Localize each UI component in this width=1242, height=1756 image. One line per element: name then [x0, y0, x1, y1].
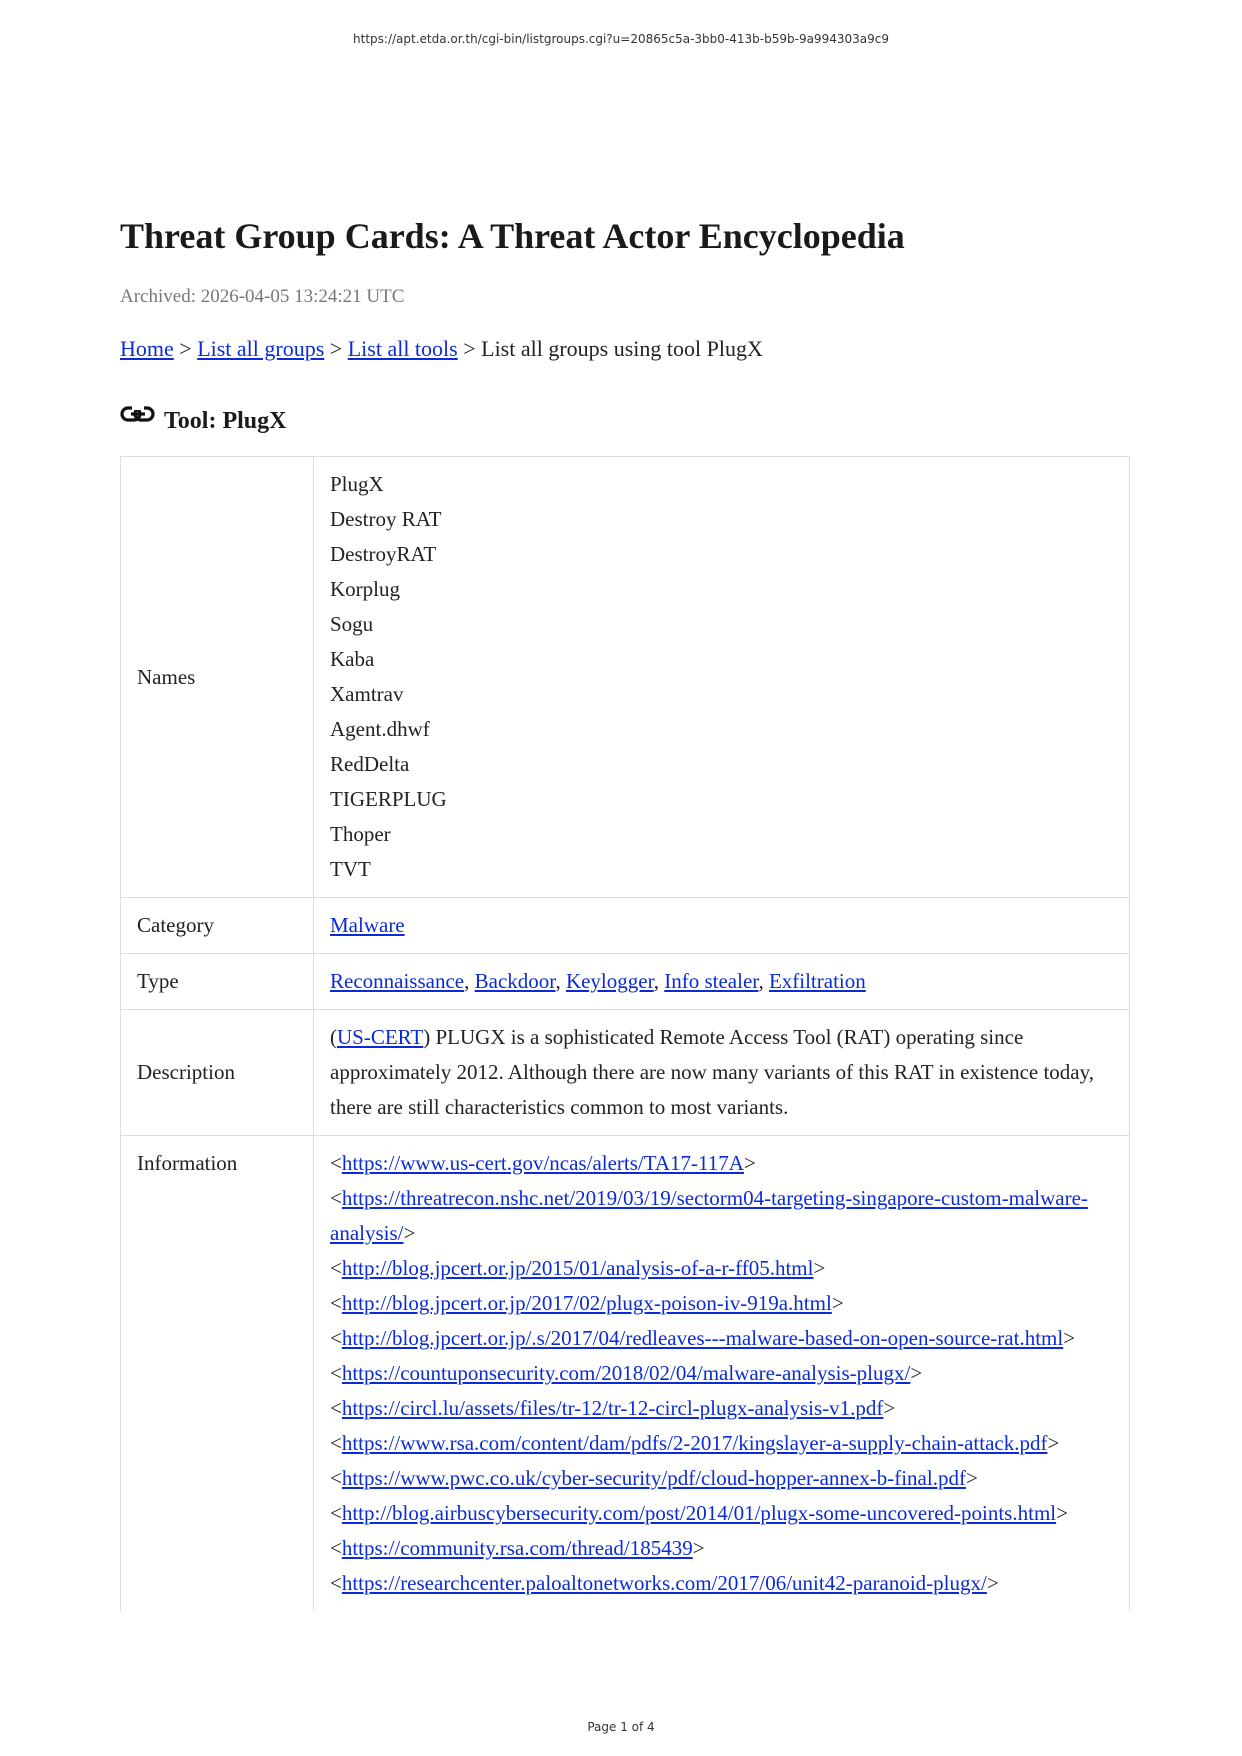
- reference-close-bracket: >: [986, 1571, 999, 1595]
- reference-close-bracket: >: [1056, 1501, 1068, 1525]
- description-label: Description: [121, 1010, 314, 1136]
- names-list: [314, 457, 1130, 898]
- reference-close-bracket: >: [813, 1256, 826, 1280]
- type-label: Type: [121, 954, 314, 1010]
- reference-link[interactable]: http://blog.jpcert.or.jp/2017/02/plugx-poison-iv-919a.html: [341, 1291, 832, 1315]
- reference-close-bracket: >: [692, 1536, 705, 1560]
- reference-open-bracket: <: [330, 1571, 342, 1595]
- reference-open-bracket: <: [330, 1186, 342, 1210]
- reference-item: [330, 1391, 1113, 1426]
- reference-open-bracket: <: [330, 1256, 342, 1280]
- names-label: Names: [121, 457, 314, 898]
- name-item: TVT: [330, 857, 371, 881]
- reference-item: [330, 1356, 1113, 1391]
- reference-item: [330, 1461, 1113, 1496]
- reference-open-bracket: <: [330, 1501, 342, 1525]
- reference-item: [330, 1531, 1113, 1566]
- type-link[interactable]: Reconnaissance: [330, 969, 465, 993]
- breadcrumb-separator: >: [173, 336, 198, 361]
- reference-link[interactable]: https://researchcenter.paloaltonetworks.com/2017/06/unit42-paranoid-plugx/: [341, 1571, 987, 1595]
- category-label: Category: [121, 898, 314, 954]
- information-links: [314, 1136, 1130, 1612]
- information-label: Information: [121, 1136, 314, 1612]
- reference-item: [330, 1286, 1113, 1321]
- name-item: Agent.dhwf: [330, 717, 430, 741]
- reference-close-bracket: >: [831, 1291, 844, 1315]
- tool-details-table: [120, 456, 1130, 1611]
- reference-open-bracket: <: [330, 1326, 342, 1350]
- reference-close-bracket: >: [965, 1466, 978, 1490]
- reference-open-bracket: <: [330, 1431, 342, 1455]
- name-item: Destroy RAT: [330, 507, 442, 531]
- archived-timestamp: Archived: 2026-04-05 13:24:21 UTC: [120, 286, 405, 307]
- name-item: TIGERPLUG: [330, 787, 447, 811]
- breadcrumb-tools-link[interactable]: List all tools: [347, 336, 458, 361]
- reference-link[interactable]: https://circl.lu/assets/files/tr-12/tr-12-circl-plugx-analysis-v1.pdf: [341, 1396, 884, 1420]
- reference-close-bracket: >: [743, 1151, 756, 1175]
- category-value: [314, 898, 1130, 954]
- description-body: ) PLUGX is a sophisticated Remote Access Tool (RAT) operating since approximately 2012. Although there are now many variants of this RAT in existence today, there are still characteristics common to most variants.: [330, 1025, 1094, 1119]
- reference-link[interactable]: http://blog.jpcert.or.jp/.s/2017/04/redleaves---malware-based-on-open-source-rat.html: [341, 1326, 1064, 1350]
- breadcrumb-separator: >: [324, 336, 348, 361]
- reference-close-bracket: >: [883, 1396, 896, 1420]
- type-row: [121, 954, 1130, 1010]
- name-item: RedDelta: [330, 752, 410, 776]
- type-separator: ,: [758, 969, 769, 993]
- page-title: Threat Group Cards: A Threat Actor Encyclopedia: [120, 216, 905, 256]
- reference-open-bracket: <: [330, 1536, 342, 1560]
- us-cert-link[interactable]: US-CERT: [337, 1025, 424, 1049]
- reference-link[interactable]: https://www.us-cert.gov/ncas/alerts/TA17-117A: [341, 1151, 744, 1175]
- reference-close-bracket: >: [403, 1221, 416, 1245]
- name-item: Xamtrav: [330, 682, 404, 706]
- reference-link[interactable]: http://blog.airbuscybersecurity.com/post/2014/01/plugx-some-uncovered-points.html: [341, 1501, 1057, 1525]
- name-item: Thoper: [330, 822, 391, 846]
- name-item: Korplug: [330, 577, 400, 601]
- type-link[interactable]: Keylogger: [565, 969, 654, 993]
- type-separator: ,: [464, 969, 475, 993]
- reference-open-bracket: <: [330, 1396, 342, 1420]
- reference-link[interactable]: https://community.rsa.com/thread/185439: [341, 1536, 693, 1560]
- reference-open-bracket: <: [330, 1291, 342, 1315]
- name-item: PlugX: [330, 472, 384, 496]
- reference-open-bracket: <: [330, 1151, 342, 1175]
- reference-item: [330, 1426, 1113, 1461]
- type-list: [314, 954, 1130, 1010]
- breadcrumb-current: > List all groups using tool PlugX: [457, 336, 763, 361]
- reference-item: [330, 1321, 1113, 1356]
- link-icon[interactable]: [120, 402, 156, 428]
- page-url: https://apt.etda.or.th/cgi-bin/listgroups.cgi?u=20865c5a-3bb0-413b-b59b-9a994303a9c9: [353, 32, 889, 46]
- description-row: [121, 1010, 1130, 1136]
- reference-open-bracket: <: [330, 1361, 342, 1385]
- names-row: [121, 457, 1130, 898]
- name-item: Kaba: [330, 647, 375, 671]
- information-row: [121, 1136, 1130, 1612]
- type-link[interactable]: Backdoor: [474, 969, 556, 993]
- type-separator: ,: [653, 969, 665, 993]
- reference-item: [330, 1251, 1113, 1286]
- reference-item: [330, 1496, 1113, 1531]
- reference-close-bracket: >: [1047, 1431, 1060, 1455]
- reference-link[interactable]: https://www.rsa.com/content/dam/pdfs/2-2017/kingslayer-a-supply-chain-attack.pdf: [341, 1431, 1048, 1455]
- reference-link[interactable]: http://blog.jpcert.or.jp/2015/01/analysis-of-a-r-ff05.html: [341, 1256, 814, 1280]
- tool-heading: [120, 402, 1130, 436]
- reference-item: [330, 1146, 1113, 1181]
- name-item: DestroyRAT: [330, 542, 437, 566]
- type-link[interactable]: Info stealer: [664, 969, 759, 993]
- page-number: Page 1 of 4: [587, 1720, 655, 1734]
- name-item: Sogu: [330, 612, 374, 636]
- main-content: [120, 210, 1130, 1611]
- breadcrumb: [120, 334, 1130, 364]
- type-separator: ,: [555, 969, 566, 993]
- reference-link[interactable]: https://threatrecon.nshc.net/2019/03/19/sectorm04-targeting-singapore-custom-malware-analysis/: [330, 1186, 1088, 1245]
- type-link[interactable]: Exfiltration: [768, 969, 866, 993]
- reference-item: [330, 1181, 1113, 1251]
- breadcrumb-groups-link[interactable]: List all groups: [197, 336, 325, 361]
- reference-item: [330, 1566, 1113, 1601]
- description-text: [314, 1010, 1130, 1136]
- reference-link[interactable]: https://www.pwc.co.uk/cyber-security/pdf/cloud-hopper-annex-b-final.pdf: [341, 1466, 966, 1490]
- reference-close-bracket: >: [1063, 1326, 1076, 1350]
- reference-open-bracket: <: [330, 1466, 342, 1490]
- category-row: [121, 898, 1130, 954]
- category-link[interactable]: Malware: [330, 913, 405, 937]
- description-paren: (: [330, 1025, 337, 1049]
- breadcrumb-home-link[interactable]: Home: [120, 336, 174, 361]
- reference-link[interactable]: https://countuponsecurity.com/2018/02/04/malware-analysis-plugx/: [341, 1361, 911, 1385]
- reference-close-bracket: >: [910, 1361, 923, 1385]
- tool-heading-label: Tool: PlugX: [164, 408, 287, 434]
